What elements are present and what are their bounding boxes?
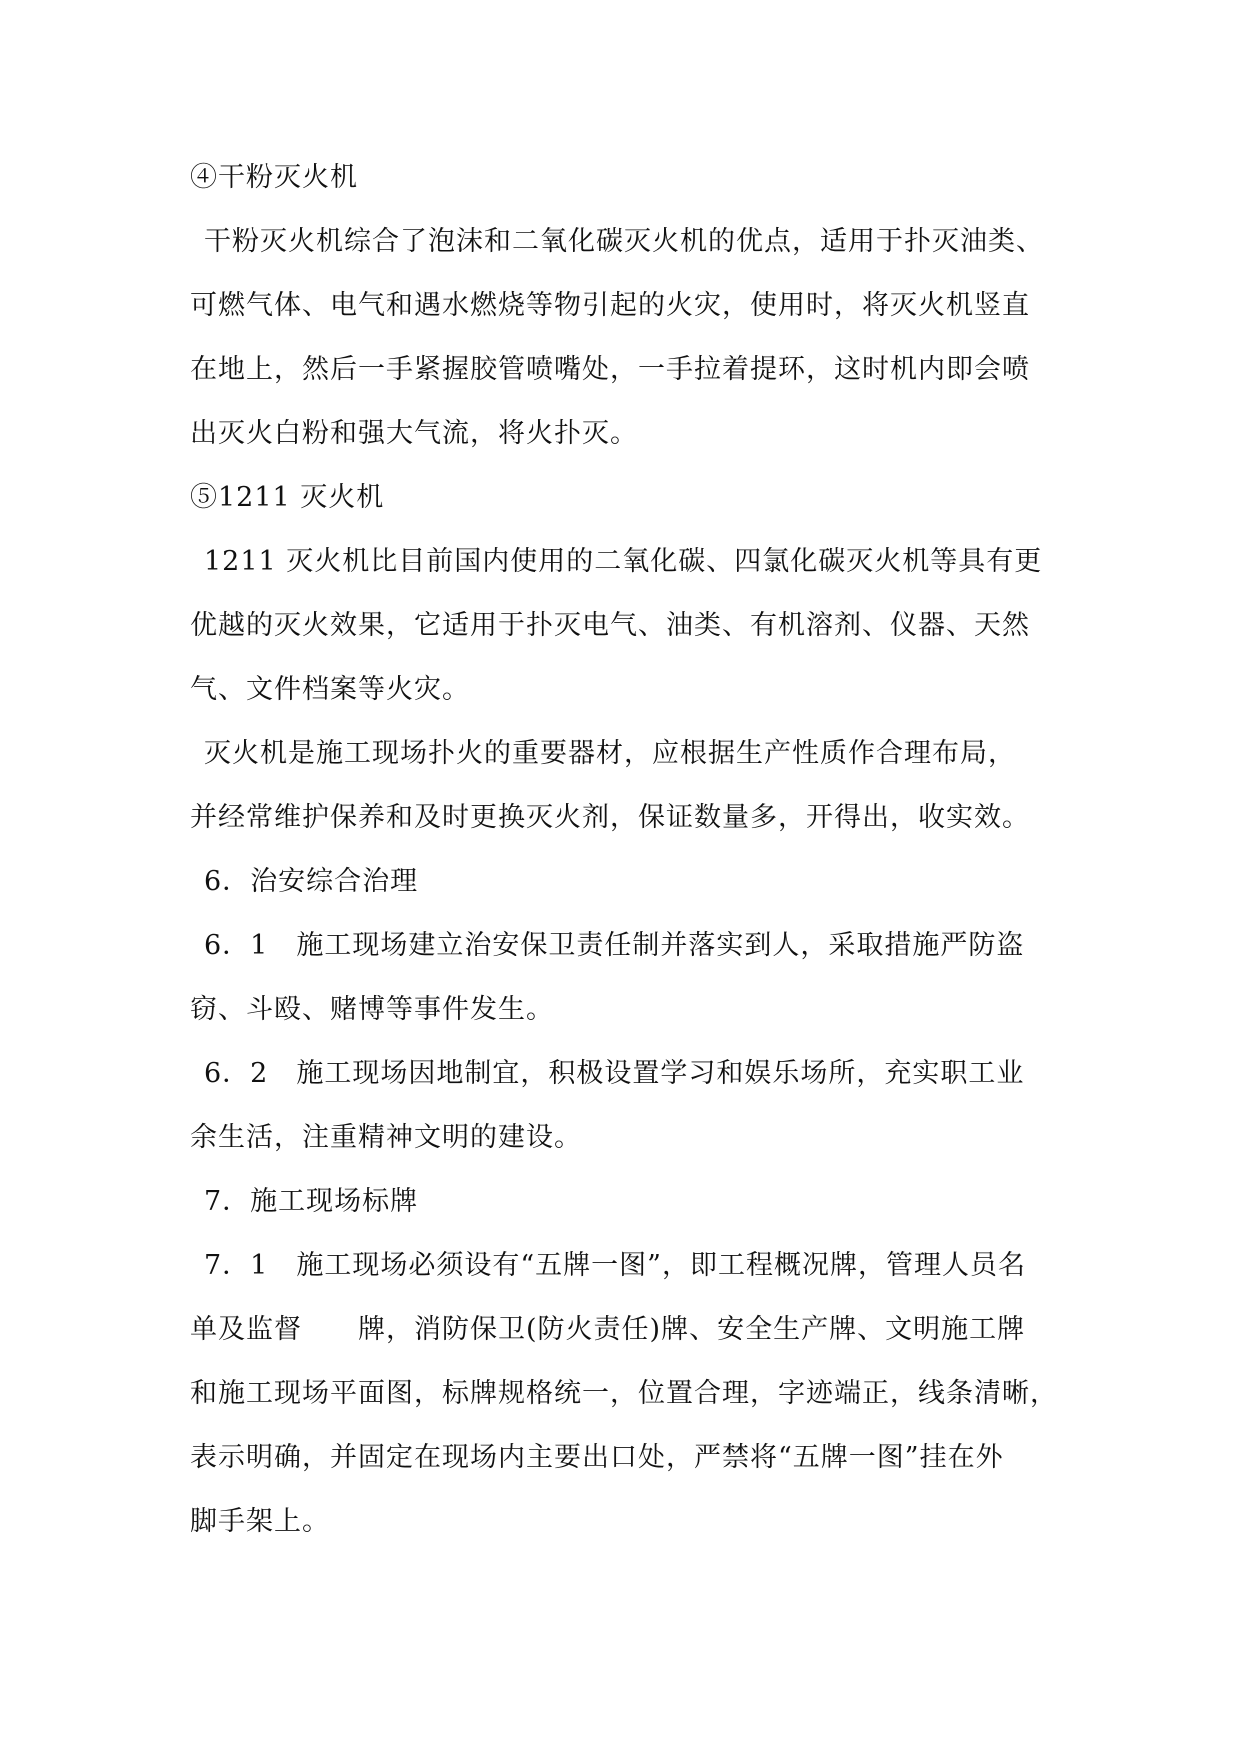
paragraph-line: 7．1 施工现场必须设有“五牌一图”，即工程概况牌，管理人员名 bbox=[204, 1250, 1026, 1281]
paragraph-line: 和施工现场平面图，标牌规格统一，位置合理，字迹端正，线条清晰， bbox=[190, 1378, 1058, 1409]
paragraph-line: 余生活，注重精神文明的建设。 bbox=[190, 1122, 582, 1153]
paragraph-line: 脚手架上。 bbox=[190, 1506, 330, 1537]
paragraph-line: 干粉灭火机综合了泡沫和二氧化碳灭火机的优点，适用于扑灭油类、 bbox=[204, 226, 1044, 257]
paragraph-line: 出灭火白粉和强大气流，将火扑灭。 bbox=[190, 418, 638, 449]
paragraph-line: 单及监督 牌，消防保卫(防火责任)牌、安全生产牌、文明施工牌 bbox=[190, 1314, 1026, 1345]
paragraph-line: 并经常维护保养和及时更换灭火剂，保证数量多，开得出，收实效。 bbox=[190, 802, 1030, 833]
section-heading-public-security: 6．治安综合治理 bbox=[204, 866, 419, 897]
paragraph-line: 优越的灭火效果，它适用于扑灭电气、油类、有机溶剂、仪器、天然 bbox=[190, 610, 1030, 641]
paragraph-line: 在地上，然后一手紧握胶管喷嘴处，一手拉着提环，这时机内即会喷 bbox=[190, 354, 1030, 385]
document-page bbox=[190, 146, 1070, 1554]
paragraph-line: 1211 灭火机比目前国内使用的二氧化碳、四氯化碳灭火机等具有更 bbox=[204, 546, 1043, 577]
paragraph-line: 灭火机是施工现场扑火的重要器材，应根据生产性质作合理布局， bbox=[204, 738, 1016, 769]
paragraph-line: 窃、斗殴、赌博等事件发生。 bbox=[190, 994, 554, 1025]
paragraph-line: 可燃气体、电气和遇水燃烧等物引起的火灾，使用时，将灭火机竖直 bbox=[190, 290, 1030, 321]
paragraph-line: 表示明确，并固定在现场内主要出口处，严禁将“五牌一图”挂在外 bbox=[190, 1442, 1004, 1473]
paragraph-line: 气、文件档案等火灾。 bbox=[190, 674, 470, 705]
paragraph-line: 6．2 施工现场因地制宜，积极设置学习和娱乐场所，充实职工业 bbox=[204, 1058, 1025, 1089]
section-heading-site-signboards: 7．施工现场标牌 bbox=[204, 1186, 419, 1217]
heading-1211-extinguisher: ⑤1211 灭火机 bbox=[190, 482, 385, 513]
heading-dry-powder-extinguisher: ④干粉灭火机 bbox=[190, 162, 358, 193]
paragraph-line: 6．1 施工现场建立治安保卫责任制并落实到人，采取措施严防盗 bbox=[204, 930, 1025, 961]
